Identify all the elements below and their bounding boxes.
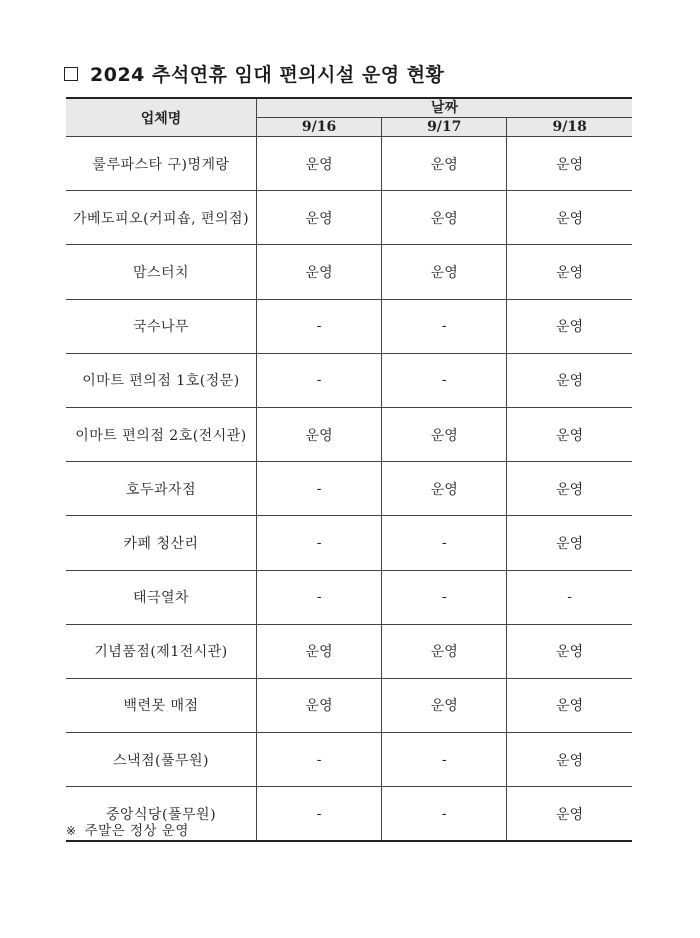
status-cell: 운영 <box>382 137 507 191</box>
status-cell: - <box>257 570 382 624</box>
footnote <box>66 819 189 839</box>
table-row <box>66 733 632 787</box>
footnote-text: 주말은 정상 운영 <box>84 823 189 839</box>
facility-name: 백련못 매점 <box>66 678 257 732</box>
status-cell: - <box>382 733 507 787</box>
status-cell: 운영 <box>507 353 632 407</box>
facility-name: 국수나무 <box>66 299 257 353</box>
status-cell: - <box>382 516 507 570</box>
status-cell: 운영 <box>257 624 382 678</box>
header-date-2: 9/17 <box>382 118 507 137</box>
table-row <box>66 137 632 191</box>
status-cell: 운영 <box>257 245 382 299</box>
table-row <box>66 462 632 516</box>
status-cell: - <box>382 787 507 842</box>
status-cell: - <box>507 570 632 624</box>
status-cell: - <box>257 787 382 842</box>
status-cell: - <box>257 353 382 407</box>
status-cell: 운영 <box>507 462 632 516</box>
status-table <box>66 97 632 842</box>
table-row <box>66 299 632 353</box>
page-title-text: 2024 추석연휴 임대 편의시설 운영 현황 <box>90 64 445 86</box>
status-cell: 운영 <box>382 624 507 678</box>
status-cell: - <box>257 299 382 353</box>
header-date: 날짜 <box>257 98 633 118</box>
page-title <box>64 60 444 87</box>
table-row <box>66 516 632 570</box>
status-cell: - <box>257 516 382 570</box>
status-cell: 운영 <box>507 407 632 461</box>
facility-name: 태극열차 <box>66 570 257 624</box>
status-cell: - <box>382 570 507 624</box>
table-row <box>66 407 632 461</box>
status-cell: - <box>382 299 507 353</box>
status-cell: - <box>257 462 382 516</box>
header-name: 업체명 <box>66 98 257 137</box>
status-cell: 운영 <box>507 733 632 787</box>
facility-name: 카페 청산리 <box>66 516 257 570</box>
table-row <box>66 245 632 299</box>
header-date-3: 9/18 <box>507 118 632 137</box>
table-row <box>66 678 632 732</box>
facility-name: 호두과자점 <box>66 462 257 516</box>
status-cell: 운영 <box>507 299 632 353</box>
status-cell: 운영 <box>507 516 632 570</box>
status-cell: 운영 <box>382 678 507 732</box>
status-cell: 운영 <box>382 245 507 299</box>
status-cell: 운영 <box>257 191 382 245</box>
status-cell: 운영 <box>382 462 507 516</box>
table-row <box>66 624 632 678</box>
facility-name: 이마트 편의점 1호(정문) <box>66 353 257 407</box>
status-cell: 운영 <box>257 678 382 732</box>
status-cell: 운영 <box>382 191 507 245</box>
status-cell: 운영 <box>507 245 632 299</box>
status-cell: 운영 <box>507 137 632 191</box>
status-cell: 운영 <box>257 137 382 191</box>
status-cell: 운영 <box>382 407 507 461</box>
facility-name: 룰루파스타 구)명게랑 <box>66 137 257 191</box>
facility-name: 기념품점(제1전시관) <box>66 624 257 678</box>
status-cell: 운영 <box>257 407 382 461</box>
status-cell: - <box>382 353 507 407</box>
checkbox-square-icon <box>64 67 78 81</box>
status-cell: - <box>257 733 382 787</box>
facility-name: 가베도피오(커피숍, 편의점) <box>66 191 257 245</box>
table-row <box>66 191 632 245</box>
status-cell: 운영 <box>507 191 632 245</box>
facility-name: 이마트 편의점 2호(전시관) <box>66 407 257 461</box>
status-cell: 운영 <box>507 787 632 842</box>
header-date-1: 9/16 <box>257 118 382 137</box>
facility-name: 맘스터치 <box>66 245 257 299</box>
table-row <box>66 570 632 624</box>
facility-name: 스낵점(풀무원) <box>66 733 257 787</box>
reference-mark-icon: ※ <box>66 824 77 838</box>
status-cell: 운영 <box>507 624 632 678</box>
table-row <box>66 353 632 407</box>
facility-name: 중앙식당(풀무원) <box>66 787 257 842</box>
status-cell: 운영 <box>507 678 632 732</box>
